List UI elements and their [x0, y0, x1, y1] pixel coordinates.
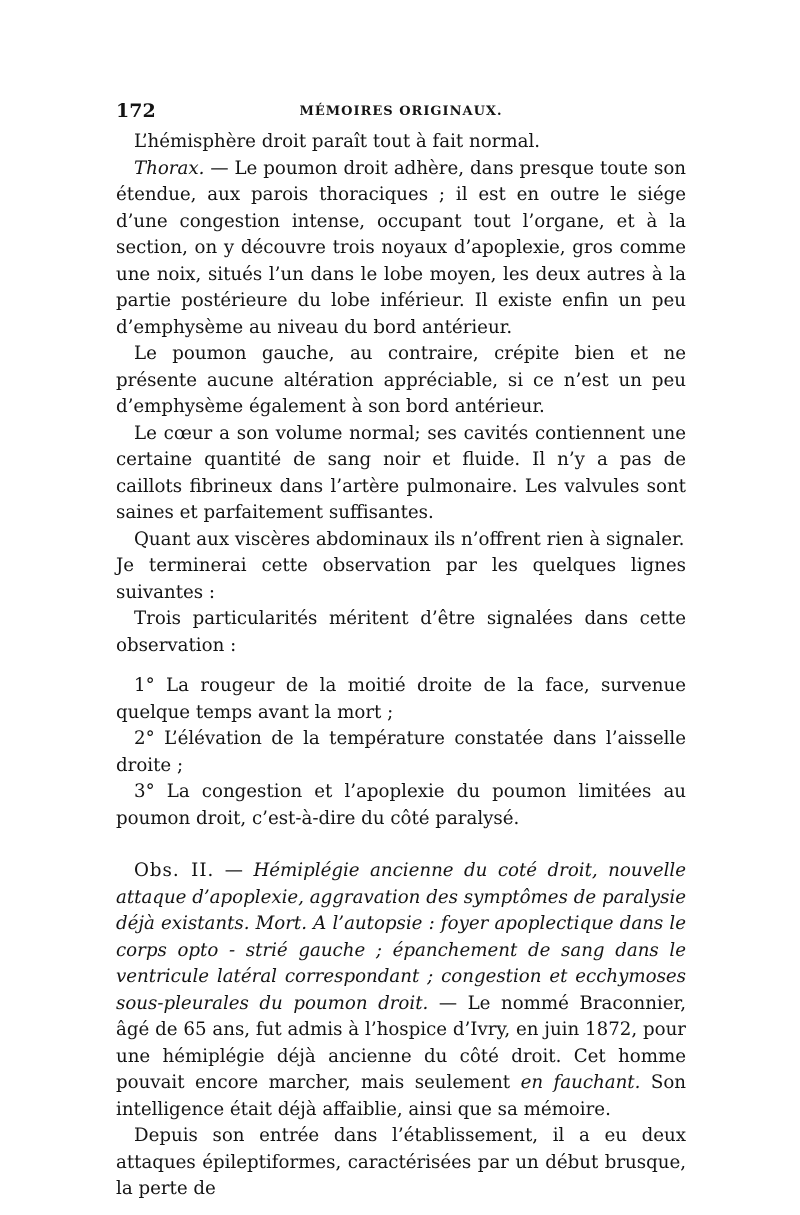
- thorax-text: — Le poumon droit adhère, dans presque toute son étendue, aux parois thoraciques ; il est en outre le siége d’une congestion intense, occupant tout l’organe, et à la section, on y découvre trois noyaux d’apoplexie, gros comme une noix, situés l’un dans le lobe moyen, les deux autres à la partie postérieure du lobe inférieur. Il existe enfin un peu d’emphysème au niveau du bord antérieur.: [116, 157, 686, 338]
- list-item: 1° La rougeur de la moitié droite de la face, survenue quelque temps avant la mort ;: [116, 675, 686, 723]
- list-item: 3° La congestion et l’apoplexie du poumon limitées au poumon droit, c’est-à-dire du côté paralysé.: [116, 781, 686, 829]
- observation-label: Obs. II.: [134, 860, 215, 881]
- paragraph-observation-2: [116, 858, 686, 1123]
- body-text: [116, 129, 686, 1203]
- paragraph-thorax: [116, 156, 686, 342]
- running-head: MÉMOIRES ORIGINAUX.: [299, 104, 503, 119]
- paragraph-left-lung: Le poumon gauche, au contraire, crépite bien et ne présente aucune altération appréciable, si ce n’est un peu d’emphysème également à son bord antérieur.: [116, 343, 686, 417]
- observation-text-end: Son intelligence était déjà affaiblie, ainsi que sa mémoire.: [116, 1072, 686, 1120]
- paragraph-abdomen: Quant aux viscères abdominaux ils n’offrent rien à signaler.: [134, 528, 685, 550]
- observation-italic-fauchant: en fauchant.: [520, 1072, 641, 1093]
- paragraph-hemisphere: L’hémisphère droit paraît tout à fait normal.: [134, 131, 541, 152]
- page-header: [116, 100, 686, 126]
- list-item: 2° L’élévation de la température constatée dans l’aisselle droite ;: [116, 728, 686, 776]
- observation-summary: Hémiplégie ancienne du coté droit, nouvelle attaque d’apoplexie, aggravation des symptômes de paralysie déjà existants. Mort. A l’autopsie : foyer apoplectique dans le corps opto - strié gauche ; épanchement de sang dans le ventricule latéral correspondant ; congestion et ecchymoses sous-pleurales du poumon droit.: [116, 860, 686, 1014]
- paragraph-particularities: Trois particularités méritent d’être signalées dans cette observation :: [116, 608, 686, 656]
- paragraph-heart: Le cœur a son volume normal; ses cavités contiennent une certaine quantité de sang noir et fluide. Il n’y a pas de caillots fibrineux dans l’artère pulmonaire. Les valvules sont saines et parfaitement suffisantes.: [116, 422, 686, 523]
- observation-text: — Le nommé Braconnier, âgé de 65 ans, fut admis à l’hospice d’Ivry, en juin 1872, pour une hémiplégie déjà ancienne du côté droit. Cet homme pouvait encore marcher, mais seulement: [116, 992, 686, 1093]
- page-number: 172: [116, 100, 156, 122]
- paragraph-epileptiform: Depuis son entrée dans l’établissement, il a eu deux attaques épileptiformes, caractérisées par un début brusque, la perte de: [116, 1125, 686, 1199]
- observation-dash: —: [214, 860, 254, 881]
- paragraph-conclusion-intro: Je terminerai cette observation par les quelques lignes suivantes :: [116, 555, 686, 603]
- thorax-label: Thorax.: [134, 157, 205, 179]
- spacer: [116, 659, 686, 673]
